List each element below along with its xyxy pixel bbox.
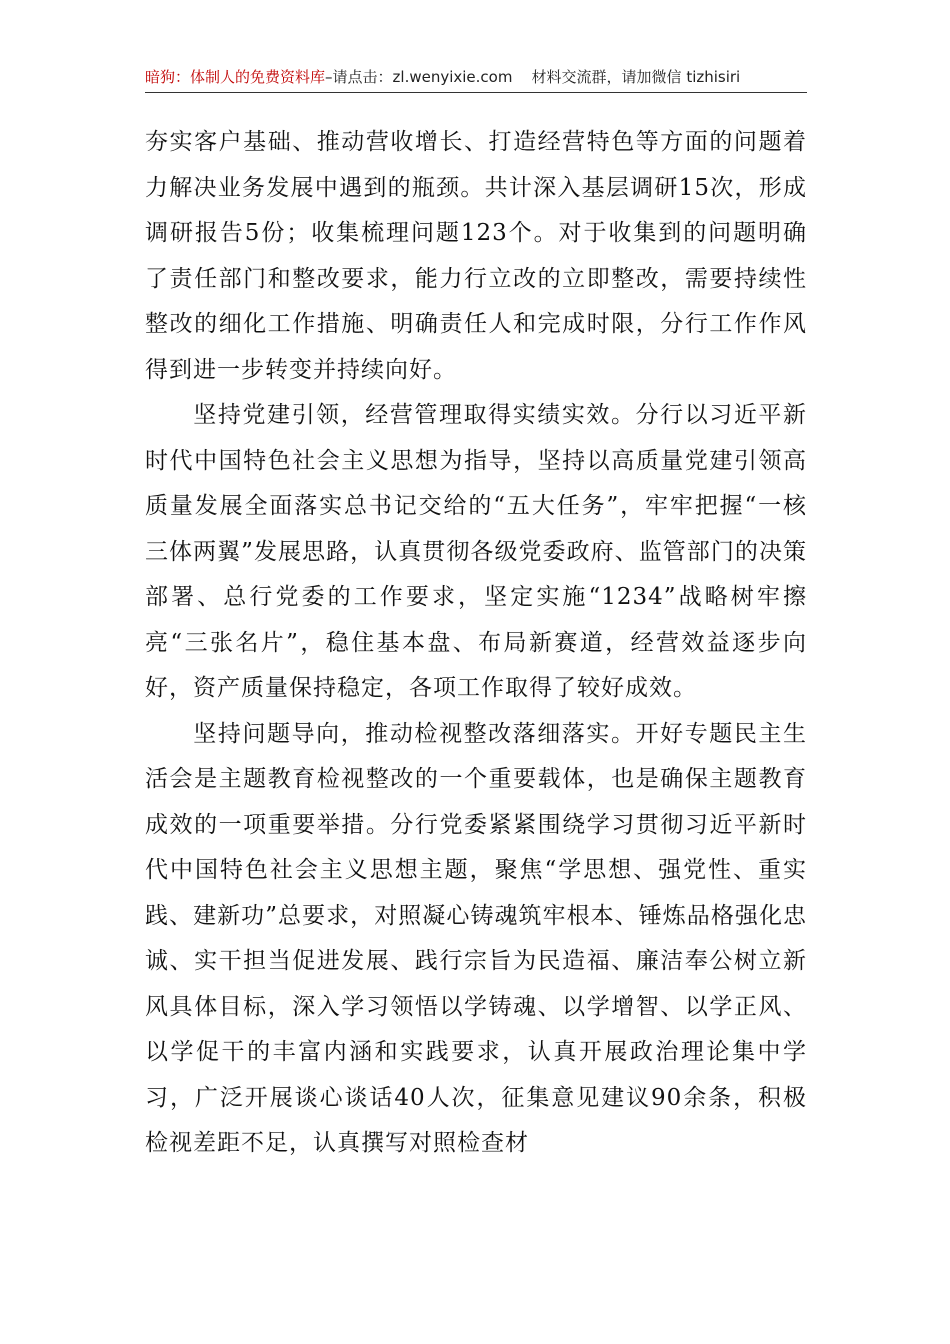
paragraph-party-building: 坚持党建引领，经营管理取得实绩实效。分行以习近平新时代中国特色社会主义思想为指导，坚持以高质量党建引领高质量发展全面落实总书记交给的“五大任务”，牢牢把握“一核三体两翼”发展思路，认真贯彻各级党委政府、监管部门的决策部署、总行党委的工作要求，坚定实施“1234”战略树牢擦亮“三张名片”，稳住基本盘、布局新赛道，经营效益逐步向好，资产质量保持稳定，各项工作取得了较好成效。 [145, 402, 807, 701]
paragraph-continued: 夯实客户基础、推动营收增长、打造经营特色等方面的问题着力解决业务发展中遇到的瓶颈。共计深入基层调研15次，形成调研报告5份；收集梳理问题123个。对于收集到的问题明确了责任部门和整改要求，能力行立改的立即整改，需要持续性整改的细化工作措施、明确责任人和完成时限，分行工作作风得到进一步转变并持续向好。 [145, 129, 807, 383]
document-body [145, 120, 807, 1167]
site-link[interactable]: zl.wenyixie.com [392, 68, 513, 86]
paragraph-problem-oriented: 坚持问题导向，推动检视整改落细落实。开好专题民主生活会是主题教育检视整改的一个重要载体，也是确保主题教育成效的一项重要举措。分行党委紧紧围绕学习贯彻习近平新时代中国特色社会主义思想主题，聚焦“学思想、强党性、重实践、建新功”总要求，对照凝心铸魂筑牢根本、锤炼品格强化忠诚、实干担当促进发展、践行宗旨为民造福、廉洁奉公树立新风具体目标，深入学习领悟以学铸魂、以学增智、以学正风、以学促干的丰富内涵和实践要求，认真开展政治理论集中学习，广泛开展谈心谈话40人次，征集意见建议90余条，积极检视差距不足，认真撰写对照检查材 [145, 720, 807, 1156]
header-divider [145, 92, 807, 93]
page-header [145, 66, 807, 88]
link-prefix: –请点击： [325, 68, 393, 86]
site-name: 暗狗：体制人的免费资料库 [145, 68, 326, 86]
contact-info: 材料交流群，请加微信 tizhisiri [531, 68, 741, 86]
